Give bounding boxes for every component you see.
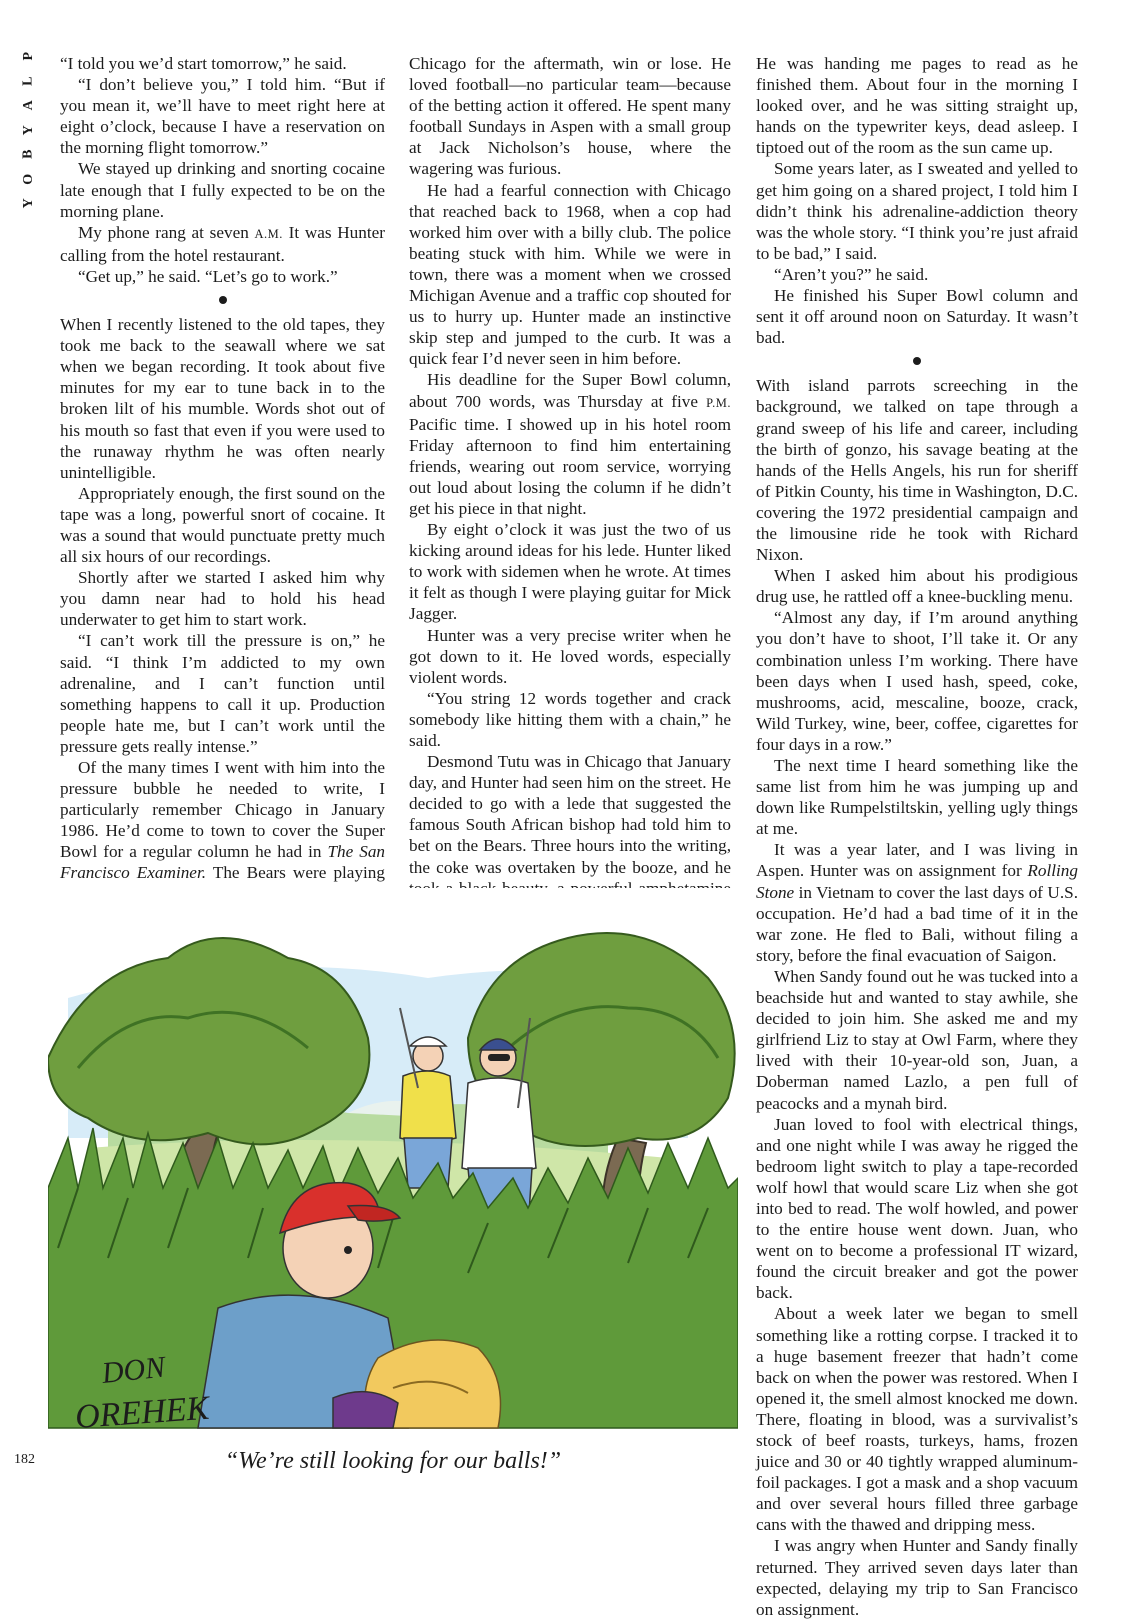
- article-paragraph: [60, 266, 385, 287]
- article-paragraph: [60, 53, 385, 74]
- paragraph-text: “Get up,” he said. “Let’s go to work.”: [78, 266, 338, 286]
- masthead-letter: P: [20, 51, 36, 61]
- paragraph-text: in Vietnam to cover the last days of U.S. occupation. He’d had a bad time of it in the war zone. He fled to Bali, without filing a story, before the final evacuation of Saigon.: [756, 882, 1078, 965]
- paragraph-text: His deadline for the Super Bowl column, about 700 words, was Thursday at five: [409, 370, 731, 411]
- masthead-letter: A: [20, 100, 36, 111]
- paragraph-text: “I can’t work till the pressure is on,” he said. “I think I’m addicted to my own adrenaline, and I can’t function until something happens to call it up. Production people hate me, but I can’t work until the pressure gets really intense.”: [60, 631, 385, 756]
- article-paragraph: [756, 839, 1078, 966]
- paragraph-text: “Aren’t you?” he said.: [774, 264, 929, 284]
- article-paragraph: [409, 53, 731, 180]
- masthead-letter: L: [20, 76, 36, 86]
- paragraph-text: The Bears were playing: [212, 863, 385, 883]
- text-column-2: [409, 53, 731, 941]
- article-paragraph: [60, 222, 385, 266]
- paragraph-text: Desmond Tutu was in Chicago that January day, and Hunter had seen him on the street. He decided to go with a lede that suggested the famous South African bishop had told him to bet on the Bears. Three hours into the writing, the coke was overtaken by the booze, and he: [409, 752, 731, 877]
- paragraph-text: A.M.: [254, 226, 283, 241]
- article-paragraph: [60, 314, 385, 483]
- paragraph-text: With island parrots screeching in the background, we talked on tape through a grand sweep of his life and career, including the birth of gonzo, his savage beating at the hands of the Hells Angels, his run for sheriff of Pitkin County, his time in Washington, D.C. covering the 1972 presidential campaign and the limousine ride he took with Richard Nixon.: [756, 376, 1078, 565]
- paragraph-text: Pacific time. I showed up in his hotel room Friday afternoon to find him entertaining friends, wearing out room service, worrying out loud about losing the column if he didn’t get his piece in that night.: [409, 414, 731, 518]
- page-number: 182: [14, 1452, 35, 1467]
- article-paragraph: [60, 567, 385, 630]
- paragraph-text: My phone rang at seven: [78, 222, 255, 242]
- article-paragraph: [756, 1535, 1078, 1619]
- paragraph-text: He had a fearful connection with Chicago that reached back to 1968, when a cop had worked him over with a billy club. The police beating stuck with him. While we were in town, there was a moment when we crossed Michigan Avenue and a traffic cop shouted for us to hurry up. Hunter made an instinctive skip step and jumped to the curb. It was a quick fear I’d never seen in him before.: [409, 180, 731, 369]
- article-paragraph: [60, 630, 385, 757]
- masthead-letter: B: [20, 149, 36, 159]
- article-paragraph: [756, 285, 1078, 348]
- article-paragraph: [409, 519, 731, 624]
- article-paragraph: [409, 369, 731, 519]
- article-paragraph: [60, 158, 385, 221]
- paragraph-text: He was handing me pages to read as he finished them. About four in the morning I looked over, and he was sitting straight up, hands on the typewriter keys, dead asleep. I tiptoed out of the room as the sun came up.: [756, 54, 1078, 158]
- paragraph-text: When I recently listened to the old tapes, they took me back to the seawall where we sat when we began recording. It took about five minutes for my ear to tune back in to the broken lilt of his mumble. Words shot out of his mouth so fast that even if you were used to the runaway rhythm he was often nearly unintelligible.: [60, 315, 385, 482]
- section-break-bullet: [913, 357, 921, 365]
- paragraph-text: Juan loved to fool with electrical things, and one night while I was away he rigged the bedroom light switch to play a tape-recorded wolf howl that would scare Liz when she got into bed to read. The wolf howled, and power to the entire house went down. Juan, who went on to become a professional IT wizard, found the circuit breaker and got the power back.: [756, 1114, 1078, 1303]
- text-column-1: [60, 53, 385, 926]
- paragraph-text: It was a year later, and I was living in Aspen. Hunter was on assignment for: [756, 840, 1078, 881]
- paragraph-text: He finished his Super Bowl column and sent it off around noon on Saturday. It wasn’t bad.: [756, 286, 1078, 348]
- paragraph-text: When Sandy found out he was tucked into a beachside hut and wanted to stay awhile, she decided to join him. She asked me and my girlfriend Liz to stay at Owl Farm, where they lived with their 10-year-old son, Juan, a Doberman named Lazlo, a pen full of peacocks and a mynah bird.: [756, 966, 1078, 1113]
- article-paragraph: [756, 158, 1078, 263]
- cartoon-illustration: [48, 888, 738, 1448]
- article-paragraph: [756, 966, 1078, 1114]
- paragraph-text: “I don’t believe you,” I told him. “But if you mean it, we’ll have to meet right here at eight o’clock, because I have a reservation on the morning flight tomorrow.”: [60, 75, 385, 158]
- paragraph-text: P.M.: [706, 395, 731, 410]
- paragraph-text: Some years later, as I sweated and yelled to get him going on a shared project, I told him I didn’t think his adrenaline-addiction theory was the whole story. “I think you’re just afraid to be bad,” I said.: [756, 159, 1078, 263]
- paragraph-text: By eight o’clock it was just the two of us kicking around ideas for his lede. Hunter liked to work with sidemen when he wrote. At times it felt as though I were playing guitar for Mick Jagger.: [409, 520, 731, 624]
- article-paragraph: [756, 264, 1078, 285]
- article-paragraph: [756, 375, 1078, 565]
- article-paragraph: [409, 180, 731, 370]
- masthead-letter: O: [20, 173, 36, 185]
- paragraph-text: “You string 12 words together and crack somebody like hitting them with a chain,” he said.: [409, 688, 731, 750]
- masthead-letter: Y: [20, 198, 36, 209]
- paragraph-text: Appropriately enough, the first sound on the tape was a long, powerful snort of cocaine. It was a sound that would punctuate pretty much all six hours of our recordings.: [60, 483, 385, 567]
- svg-text:DON: DON: [100, 1350, 167, 1390]
- article-paragraph: [756, 53, 1078, 158]
- paragraph-text: We stayed up drinking and snorting cocaine late enough that I fully expected to be on the morning plane.: [60, 159, 385, 221]
- italic-title: Rolling Stone: [756, 861, 1078, 902]
- article-paragraph: [756, 607, 1078, 755]
- paragraph-text: Shortly after we started I asked him why you damn near had to hold his head underwater to get him to start work.: [60, 568, 385, 630]
- paragraph-text: When I asked him about his prodigious drug use, he rattled off a knee-buckling menu.: [756, 566, 1078, 607]
- paragraph-text: Chicago for the aftermath, win or lose. He loved football—no particular team—because of the betting action it offered. He spent many football Sundays in Aspen with a small group at Jack Nicholson’s house, where the wagering was furious.: [409, 54, 731, 179]
- paragraph-text: Hunter was a very precise writer when he got down to it. He loved words, especially violent words.: [409, 625, 731, 687]
- article-paragraph: [756, 755, 1078, 839]
- masthead: [18, 44, 40, 216]
- paragraph-text: I was angry when Hunter and Sandy finally returned. They arrived seven days later than expected, delaying my trip to San Francisco on assignment.: [756, 1536, 1078, 1619]
- svg-text:OREHEK: OREHEK: [73, 1389, 211, 1436]
- paragraph-text: About a week later we began to smell something like a rotting corpse. I tracked it to a huge basement freezer that hadn’t come back on when the power was restored. When I opened it, the smell almost knocked me down. There, floating in blood, was a survivalist’s stock of beef roasts, turkeys, hams, frozen juice and 30 or 40 tightly wrapped aluminum-foil packages. I got a mask and a shop vacuum and over several hours filled three garbage cans with the thawed and dripping mess.: [756, 1304, 1078, 1535]
- masthead-letter: Y: [20, 124, 36, 135]
- text-column-3: [756, 53, 1078, 1620]
- paragraph-text: It was Hunter calling from the hotel restaurant.: [60, 222, 385, 265]
- cartoon-caption: “We’re still looking for our balls!”: [224, 1448, 562, 1474]
- paragraph-text: “Almost any day, if I’m around anything you don’t have to shoot, I’ll take it. Or any combination unless I’m working. There have been days when I used hash, speed, coke, mushrooms, acid, mescaline, booze, crack, Wild Turkey, wine, beer, coffee, cigarettes for four days in a row.”: [756, 608, 1078, 754]
- article-paragraph: [756, 1114, 1078, 1304]
- paragraph-text: The next time I heard something like the same list from him he was jumping up and down like Rumpelstiltskin, yelling ugly things at me.: [756, 756, 1078, 839]
- article-paragraph: [60, 74, 385, 158]
- paragraph-text: “I told you we’d start tomorrow,” he said.: [60, 54, 347, 73]
- article-paragraph: [60, 483, 385, 567]
- article-paragraph: [756, 1303, 1078, 1535]
- article-paragraph: [409, 625, 731, 688]
- article-paragraph: [756, 565, 1078, 607]
- section-break-bullet: [219, 296, 227, 304]
- paragraph-text: Of the many times I went with him into the pressure bubble he needed to write, I particularly remember Chicago in January 1986. He’d come to town to cover the Super Bowl for a regular column he had in: [60, 758, 385, 862]
- article-paragraph: [409, 688, 731, 751]
- italic-title: The San Francisco Examiner.: [60, 842, 386, 883]
